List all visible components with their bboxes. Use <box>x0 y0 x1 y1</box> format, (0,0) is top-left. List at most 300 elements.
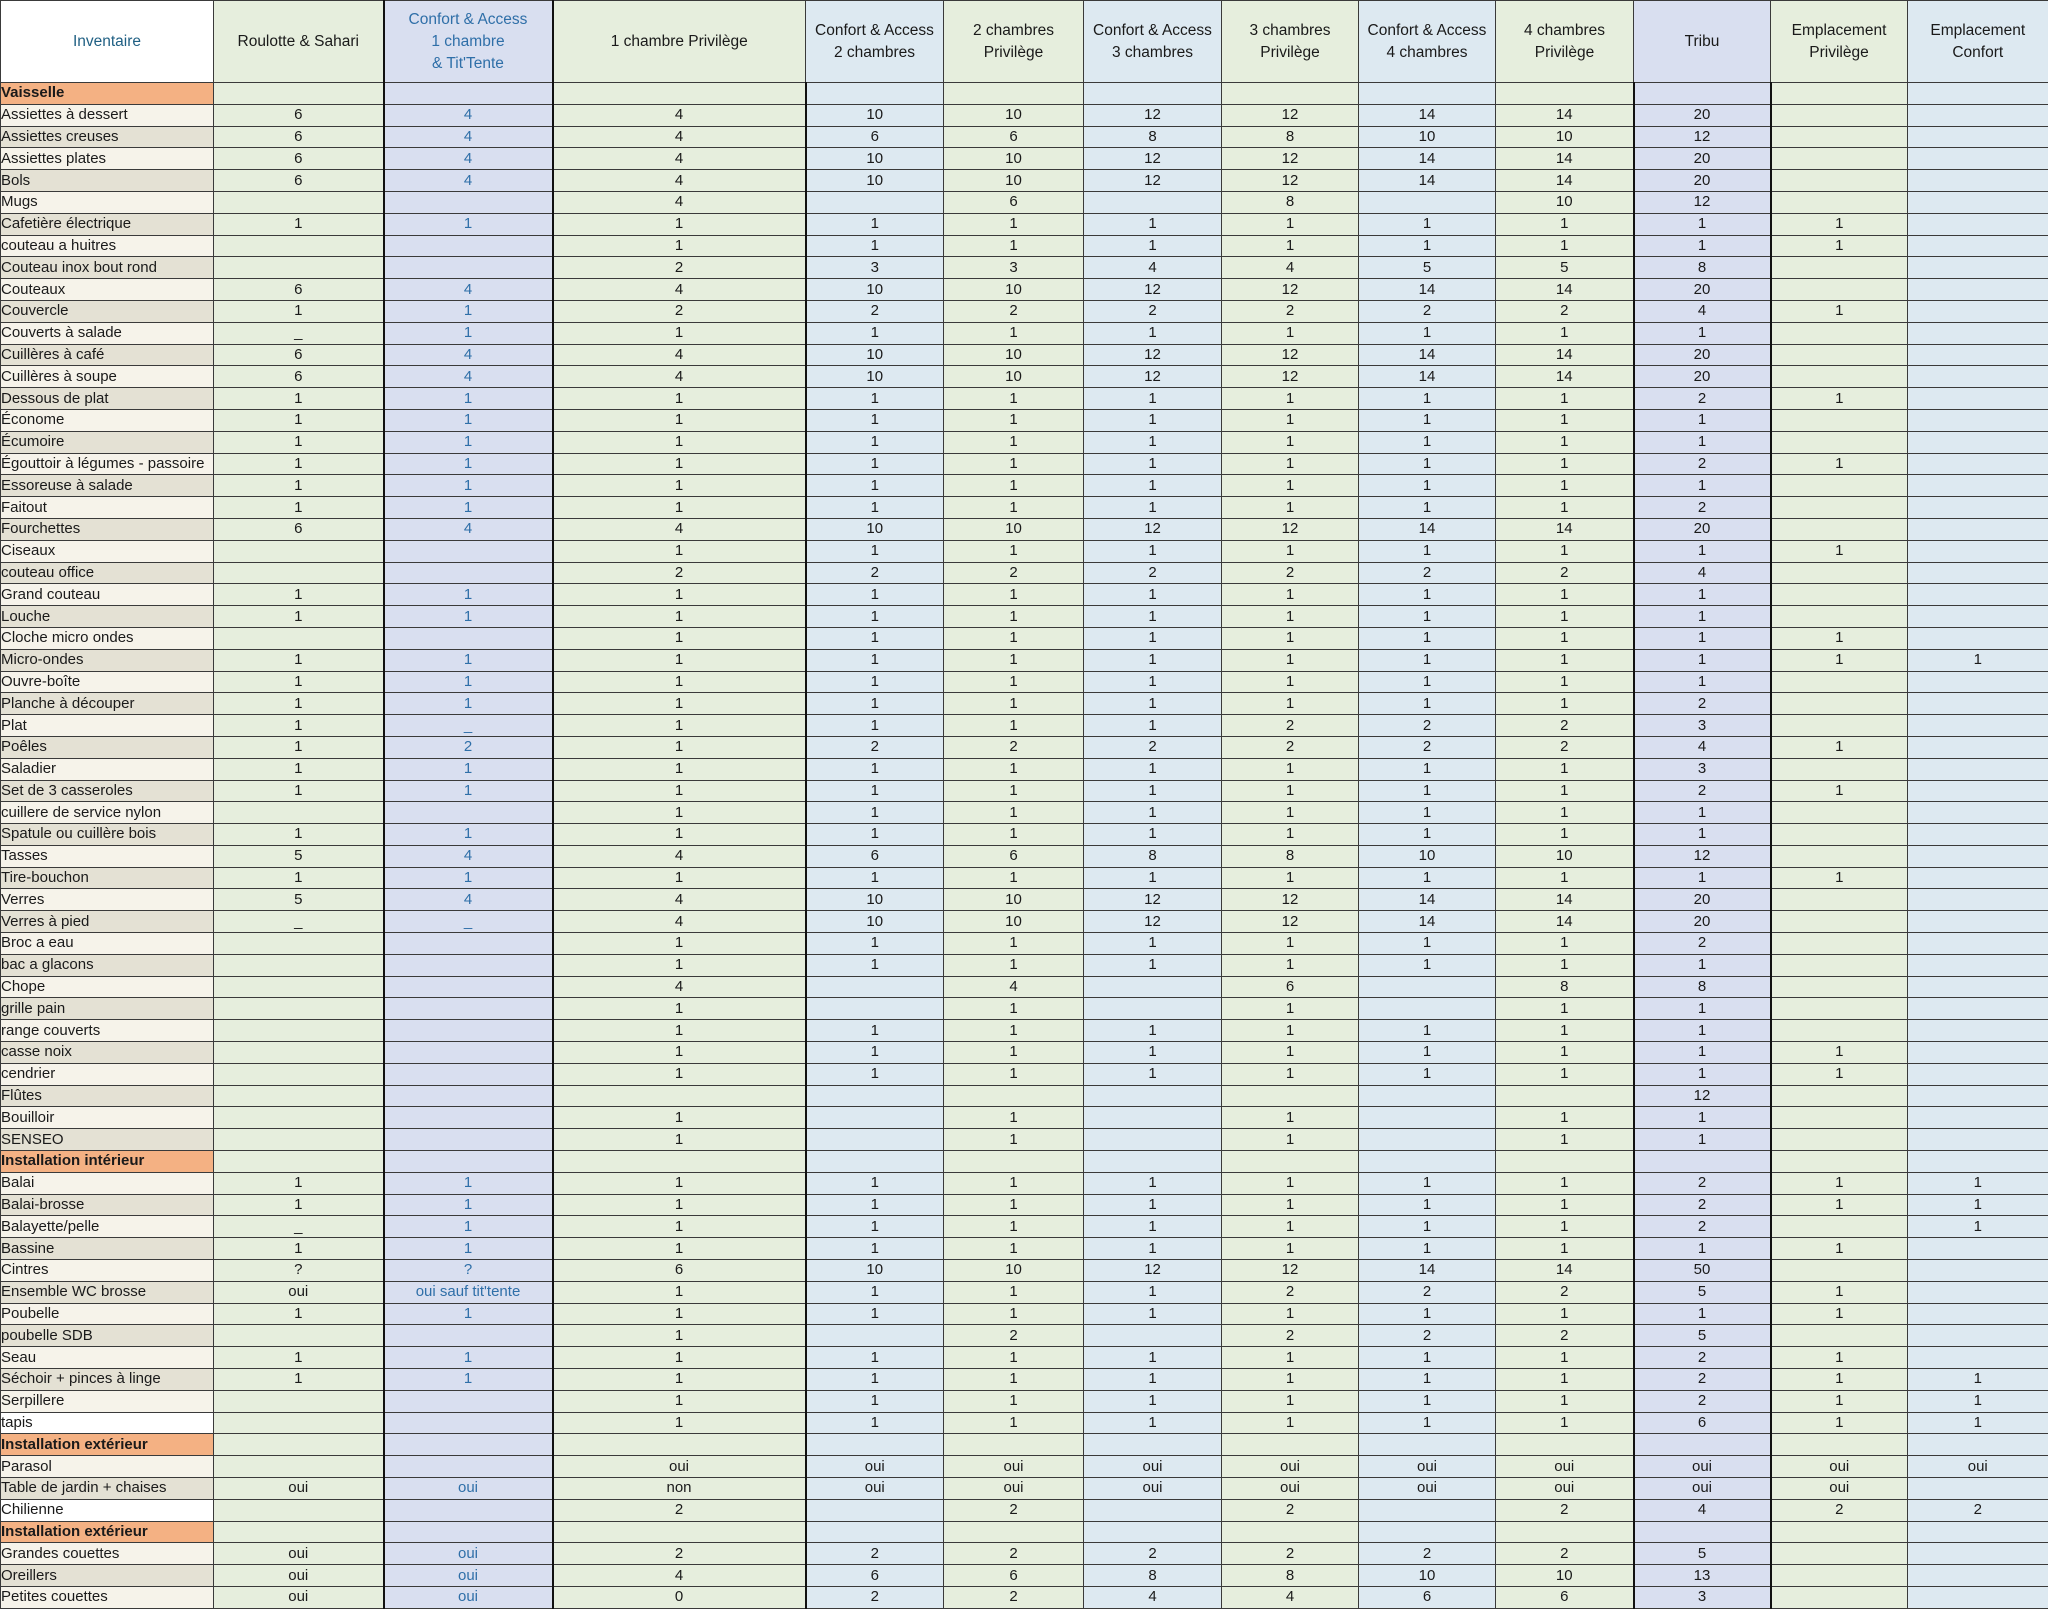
quantity-cell: 1 <box>1634 1129 1771 1151</box>
quantity-cell: 1 <box>1359 213 1496 235</box>
quantity-cell: 1 <box>553 1020 806 1042</box>
quantity-cell: 1 <box>806 802 944 824</box>
quantity-cell: 1 <box>553 322 806 344</box>
quantity-cell: 1 <box>214 409 384 431</box>
quantity-cell: 1 <box>1084 1412 1222 1434</box>
quantity-cell: 14 <box>1359 1260 1496 1282</box>
quantity-cell: 1 <box>1359 1390 1496 1412</box>
quantity-cell: 1 <box>1084 1238 1222 1260</box>
quantity-cell <box>1771 170 1908 192</box>
quantity-cell <box>384 257 553 279</box>
item-label: Ensemble WC brosse <box>1 1281 214 1303</box>
quantity-cell: 1 <box>1359 867 1496 889</box>
quantity-cell: 12 <box>1222 889 1359 911</box>
quantity-cell: 1 <box>1359 693 1496 715</box>
section-spacer-cell <box>806 83 944 105</box>
quantity-cell: 1 <box>1084 409 1222 431</box>
quantity-cell: 1 <box>1359 1216 1496 1238</box>
quantity-cell: 1 <box>553 1390 806 1412</box>
quantity-cell: 1 <box>944 1129 1084 1151</box>
quantity-cell: 20 <box>1634 279 1771 301</box>
quantity-cell: 1 <box>944 780 1084 802</box>
quantity-cell: 1 <box>944 475 1084 497</box>
quantity-cell <box>1908 1238 2048 1260</box>
quantity-cell: 4 <box>553 911 806 933</box>
quantity-cell: 1 <box>944 867 1084 889</box>
quantity-cell: 1 <box>214 693 384 715</box>
quantity-cell: 2 <box>1222 1499 1359 1521</box>
quantity-cell <box>1908 671 2048 693</box>
quantity-cell <box>1084 1325 1222 1347</box>
quantity-cell: 1 <box>553 1063 806 1085</box>
quantity-cell: 4 <box>1084 257 1222 279</box>
column-header: Confort & Access 3 chambres <box>1084 1 1222 83</box>
quantity-cell: 20 <box>1634 344 1771 366</box>
quantity-cell: 2 <box>1496 736 1634 758</box>
quantity-cell: ? <box>384 1260 553 1282</box>
quantity-cell: 2 <box>1634 453 1771 475</box>
quantity-cell: oui <box>1359 1478 1496 1500</box>
quantity-cell <box>1771 954 1908 976</box>
quantity-cell <box>806 976 944 998</box>
quantity-cell: 20 <box>1634 366 1771 388</box>
quantity-cell: 1 <box>1222 780 1359 802</box>
quantity-cell <box>1359 1085 1496 1107</box>
quantity-cell: 1 <box>384 584 553 606</box>
quantity-cell: _ <box>214 911 384 933</box>
quantity-cell: 1 <box>1634 671 1771 693</box>
quantity-cell: 4 <box>384 279 553 301</box>
column-header: 1 chambre Privilège <box>553 1 806 83</box>
quantity-cell: 4 <box>384 344 553 366</box>
quantity-cell: 2 <box>1771 1499 1908 1521</box>
quantity-cell: 1 <box>1771 388 1908 410</box>
quantity-cell: 1 <box>1084 453 1222 475</box>
quantity-cell: 1 <box>1496 802 1634 824</box>
quantity-cell: 1 <box>806 867 944 889</box>
quantity-cell: 1 <box>1359 606 1496 628</box>
quantity-cell: 1 <box>1084 693 1222 715</box>
quantity-cell: 1 <box>1084 1303 1222 1325</box>
quantity-cell <box>1084 976 1222 998</box>
section-spacer-cell <box>384 1434 553 1456</box>
quantity-cell <box>1908 431 2048 453</box>
quantity-cell: oui <box>1222 1456 1359 1478</box>
quantity-cell <box>1908 911 2048 933</box>
quantity-cell: 1 <box>1084 1281 1222 1303</box>
quantity-cell: 1 <box>1634 1303 1771 1325</box>
quantity-cell: 2 <box>1359 1543 1496 1565</box>
quantity-cell: 12 <box>1084 279 1222 301</box>
quantity-cell: 4 <box>553 170 806 192</box>
item-label: Bols <box>1 170 214 192</box>
quantity-cell: 1 <box>214 736 384 758</box>
quantity-cell <box>1771 1543 1908 1565</box>
quantity-cell: 1 <box>1359 802 1496 824</box>
section-spacer-cell <box>1634 1521 1771 1543</box>
quantity-cell: 12 <box>1634 845 1771 867</box>
section-spacer-cell <box>1084 1521 1222 1543</box>
quantity-cell: 1 <box>944 497 1084 519</box>
quantity-cell: 10 <box>1496 191 1634 213</box>
quantity-cell: 1 <box>1222 998 1359 1020</box>
quantity-cell: 10 <box>944 344 1084 366</box>
quantity-cell: 1 <box>384 322 553 344</box>
item-label: couteau a huitres <box>1 235 214 257</box>
quantity-cell: 14 <box>1359 148 1496 170</box>
quantity-cell: 1 <box>553 1369 806 1391</box>
item-label: Verres à pied <box>1 911 214 933</box>
quantity-cell: 1 <box>944 1412 1084 1434</box>
quantity-cell: 1 <box>553 1412 806 1434</box>
quantity-cell: 1 <box>1908 1172 2048 1194</box>
quantity-cell <box>1908 1020 2048 1042</box>
quantity-cell: 1 <box>806 715 944 737</box>
quantity-cell: 1 <box>806 540 944 562</box>
quantity-cell <box>384 1325 553 1347</box>
quantity-cell: 8 <box>1496 976 1634 998</box>
quantity-cell: 1 <box>1771 1281 1908 1303</box>
quantity-cell <box>384 954 553 976</box>
quantity-cell: 4 <box>553 279 806 301</box>
quantity-cell: 3 <box>1634 758 1771 780</box>
quantity-cell: 10 <box>1359 1565 1496 1587</box>
quantity-cell: 1 <box>1496 1369 1634 1391</box>
quantity-cell: 1 <box>1496 1020 1634 1042</box>
quantity-cell: 1 <box>1771 540 1908 562</box>
table-row <box>1 671 2048 693</box>
quantity-cell: 1 <box>1084 933 1222 955</box>
quantity-cell <box>1222 1085 1359 1107</box>
quantity-cell: 1 <box>1496 497 1634 519</box>
quantity-cell: 1 <box>1222 322 1359 344</box>
quantity-cell: 6 <box>1634 1412 1771 1434</box>
quantity-cell: 1 <box>1359 1303 1496 1325</box>
quantity-cell: 1 <box>1222 1020 1359 1042</box>
item-label: Écumoire <box>1 431 214 453</box>
quantity-cell: oui <box>214 1565 384 1587</box>
quantity-cell: 50 <box>1634 1260 1771 1282</box>
quantity-cell <box>1771 758 1908 780</box>
quantity-cell: 1 <box>553 627 806 649</box>
table-row <box>1 1107 2048 1129</box>
quantity-cell <box>1359 1129 1496 1151</box>
section-spacer-cell <box>1359 1151 1496 1173</box>
quantity-cell: 10 <box>944 1260 1084 1282</box>
quantity-cell <box>384 235 553 257</box>
table-row <box>1 1063 2048 1085</box>
quantity-cell: 12 <box>1084 366 1222 388</box>
quantity-cell: 1 <box>1634 627 1771 649</box>
quantity-cell <box>1908 1281 2048 1303</box>
quantity-cell: 1 <box>214 431 384 453</box>
quantity-cell: 1 <box>1084 1020 1222 1042</box>
quantity-cell: 1 <box>1771 1063 1908 1085</box>
column-header: 3 chambres Privilège <box>1222 1 1359 83</box>
table-row <box>1 1042 2048 1064</box>
quantity-cell: 1 <box>806 758 944 780</box>
quantity-cell: 1 <box>1222 388 1359 410</box>
table-row <box>1 540 2048 562</box>
section-spacer-cell <box>944 83 1084 105</box>
table-row <box>1 845 2048 867</box>
quantity-cell: 1 <box>944 671 1084 693</box>
quantity-cell: 8 <box>1222 191 1359 213</box>
quantity-cell <box>1908 126 2048 148</box>
item-label: Poubelle <box>1 1303 214 1325</box>
quantity-cell: 1 <box>214 649 384 671</box>
item-label: poubelle SDB <box>1 1325 214 1347</box>
quantity-cell: 8 <box>1222 845 1359 867</box>
quantity-cell: 10 <box>806 518 944 540</box>
quantity-cell: 1 <box>1771 1347 1908 1369</box>
quantity-cell: 20 <box>1634 518 1771 540</box>
quantity-cell <box>1908 104 2048 126</box>
quantity-cell <box>214 627 384 649</box>
quantity-cell: 1 <box>1496 1063 1634 1085</box>
quantity-cell: 1 <box>1359 475 1496 497</box>
quantity-cell: 1 <box>553 475 806 497</box>
quantity-cell: 1 <box>1222 497 1359 519</box>
quantity-cell <box>1771 344 1908 366</box>
quantity-cell: 1 <box>944 1020 1084 1042</box>
quantity-cell: 2 <box>1634 693 1771 715</box>
table-row <box>1 1478 2048 1500</box>
quantity-cell: 1 <box>1634 1238 1771 1260</box>
quantity-cell: 1 <box>1496 758 1634 780</box>
quantity-cell: oui <box>1634 1456 1771 1478</box>
table-row <box>1 388 2048 410</box>
quantity-cell: 1 <box>214 1369 384 1391</box>
table-row <box>1 409 2048 431</box>
quantity-cell <box>1771 279 1908 301</box>
item-label: Assiettes à dessert <box>1 104 214 126</box>
item-label: Grandes couettes <box>1 1543 214 1565</box>
quantity-cell <box>1771 693 1908 715</box>
quantity-cell: 1 <box>806 1390 944 1412</box>
column-header: Tribu <box>1634 1 1771 83</box>
quantity-cell <box>384 1412 553 1434</box>
quantity-cell: 1 <box>944 693 1084 715</box>
quantity-cell <box>214 1107 384 1129</box>
quantity-cell: 1 <box>1222 954 1359 976</box>
item-label: couteau office <box>1 562 214 584</box>
quantity-cell: 12 <box>1222 1260 1359 1282</box>
quantity-cell: 6 <box>214 344 384 366</box>
quantity-cell: 12 <box>1222 911 1359 933</box>
quantity-cell: 10 <box>944 366 1084 388</box>
quantity-cell: 1 <box>1496 1412 1634 1434</box>
item-label: Chilienne <box>1 1499 214 1521</box>
quantity-cell: 2 <box>1222 715 1359 737</box>
table-row <box>1 867 2048 889</box>
quantity-cell: 1 <box>1222 824 1359 846</box>
section-spacer-cell <box>1359 83 1496 105</box>
quantity-cell: oui <box>384 1586 553 1608</box>
table-row <box>1 1412 2048 1434</box>
quantity-cell: 10 <box>806 344 944 366</box>
table-row <box>1 1543 2048 1565</box>
quantity-cell: 10 <box>944 104 1084 126</box>
item-label: Mugs <box>1 191 214 213</box>
quantity-cell: 1 <box>1496 213 1634 235</box>
table-row <box>1 1172 2048 1194</box>
quantity-cell: 14 <box>1496 1260 1634 1282</box>
quantity-cell <box>1908 540 2048 562</box>
quantity-cell: 1 <box>553 213 806 235</box>
quantity-cell: 1 <box>944 1303 1084 1325</box>
table-row <box>1 235 2048 257</box>
quantity-cell: 6 <box>214 104 384 126</box>
quantity-cell: 1 <box>553 802 806 824</box>
section-spacer-cell <box>214 1521 384 1543</box>
quantity-cell: 1 <box>1771 1412 1908 1434</box>
quantity-cell: 14 <box>1496 279 1634 301</box>
table-row <box>1 715 2048 737</box>
quantity-cell: 1 <box>1496 671 1634 693</box>
quantity-cell: 1 <box>944 213 1084 235</box>
quantity-cell <box>1908 191 2048 213</box>
quantity-cell: 1 <box>1222 235 1359 257</box>
quantity-cell: 1 <box>1222 1303 1359 1325</box>
quantity-cell: 1 <box>944 649 1084 671</box>
quantity-cell: 1 <box>1496 1303 1634 1325</box>
item-label: Parasol <box>1 1456 214 1478</box>
quantity-cell: 1 <box>1771 1238 1908 1260</box>
quantity-cell: 1 <box>1634 867 1771 889</box>
quantity-cell: 2 <box>806 562 944 584</box>
quantity-cell <box>214 998 384 1020</box>
quantity-cell: 4 <box>384 126 553 148</box>
quantity-cell: 1 <box>214 715 384 737</box>
quantity-cell: 10 <box>944 911 1084 933</box>
quantity-cell: 1 <box>1496 1107 1634 1129</box>
quantity-cell: oui <box>1084 1456 1222 1478</box>
quantity-cell <box>1908 148 2048 170</box>
item-label: Cuillères à soupe <box>1 366 214 388</box>
quantity-cell: oui <box>1908 1456 2048 1478</box>
quantity-cell: 1 <box>1496 584 1634 606</box>
section-title: Installation extérieur <box>1 1521 214 1543</box>
quantity-cell <box>1084 1107 1222 1129</box>
quantity-cell <box>806 1085 944 1107</box>
quantity-cell: 20 <box>1634 889 1771 911</box>
table-row <box>1 191 2048 213</box>
table-row <box>1 104 2048 126</box>
table-row <box>1 693 2048 715</box>
item-label: Économe <box>1 409 214 431</box>
quantity-cell: 1 <box>944 606 1084 628</box>
quantity-cell: _ <box>384 715 553 737</box>
section-spacer-cell <box>1771 1151 1908 1173</box>
quantity-cell <box>384 562 553 584</box>
quantity-cell: 6 <box>944 845 1084 867</box>
column-header: Roulotte & Sahari <box>214 1 384 83</box>
quantity-cell: 2 <box>944 300 1084 322</box>
table-row <box>1 300 2048 322</box>
quantity-cell: 14 <box>1359 279 1496 301</box>
quantity-cell: 1 <box>214 824 384 846</box>
quantity-cell: 12 <box>1084 170 1222 192</box>
quantity-cell: 2 <box>1634 1347 1771 1369</box>
quantity-cell: 1 <box>1359 497 1496 519</box>
quantity-cell: 5 <box>1496 257 1634 279</box>
table-row <box>1 1129 2048 1151</box>
quantity-cell <box>214 1412 384 1434</box>
quantity-cell: 1 <box>1222 1412 1359 1434</box>
section-spacer-cell <box>1771 1434 1908 1456</box>
quantity-cell: 1 <box>1359 388 1496 410</box>
section-title: Installation extérieur <box>1 1434 214 1456</box>
quantity-cell <box>214 1063 384 1085</box>
section-spacer-cell <box>1359 1434 1496 1456</box>
quantity-cell: 2 <box>1084 300 1222 322</box>
quantity-cell <box>384 998 553 1020</box>
item-label: range couverts <box>1 1020 214 1042</box>
quantity-cell: 1 <box>1634 606 1771 628</box>
quantity-cell <box>214 1325 384 1347</box>
quantity-cell: 1 <box>944 627 1084 649</box>
quantity-cell <box>214 802 384 824</box>
item-label: Bassine <box>1 1238 214 1260</box>
item-label: Set de 3 casseroles <box>1 780 214 802</box>
quantity-cell <box>1771 126 1908 148</box>
quantity-cell <box>1908 170 2048 192</box>
quantity-cell <box>1908 1565 2048 1587</box>
quantity-cell: 14 <box>1359 889 1496 911</box>
quantity-cell <box>1771 584 1908 606</box>
table-row <box>1 802 2048 824</box>
section-spacer-cell <box>1084 1434 1222 1456</box>
quantity-cell <box>1771 1085 1908 1107</box>
quantity-cell: oui <box>1634 1478 1771 1500</box>
quantity-cell: 2 <box>1084 736 1222 758</box>
quantity-cell: 1 <box>1359 1347 1496 1369</box>
column-header: Confort & Access 4 chambres <box>1359 1 1496 83</box>
quantity-cell: 1 <box>806 453 944 475</box>
quantity-cell: 5 <box>1634 1543 1771 1565</box>
quantity-cell: 1 <box>1771 1172 1908 1194</box>
quantity-cell: 1 <box>944 1042 1084 1064</box>
quantity-cell: 1 <box>384 867 553 889</box>
table-row <box>1 606 2048 628</box>
quantity-cell <box>1908 300 2048 322</box>
quantity-cell: 2 <box>944 1499 1084 1521</box>
quantity-cell: 1 <box>944 1281 1084 1303</box>
quantity-cell: oui sauf tit'tente <box>384 1281 553 1303</box>
quantity-cell: 1 <box>944 1107 1084 1129</box>
quantity-cell: 1 <box>1496 453 1634 475</box>
quantity-cell: 6 <box>214 126 384 148</box>
section-header-row <box>1 1151 2048 1173</box>
quantity-cell: 10 <box>806 1260 944 1282</box>
quantity-cell: 1 <box>1222 1107 1359 1129</box>
quantity-cell <box>1908 584 2048 606</box>
quantity-cell: 0 <box>553 1586 806 1608</box>
quantity-cell: oui <box>214 1281 384 1303</box>
quantity-cell: 2 <box>806 736 944 758</box>
quantity-cell: 12 <box>1084 889 1222 911</box>
quantity-cell: oui <box>553 1456 806 1478</box>
quantity-cell: 1 <box>806 1412 944 1434</box>
quantity-cell: 6 <box>553 1260 806 1282</box>
quantity-cell: 6 <box>806 1565 944 1587</box>
quantity-cell: 1 <box>1359 235 1496 257</box>
quantity-cell: 1 <box>806 1369 944 1391</box>
quantity-cell: 1 <box>1359 1412 1496 1434</box>
table-row <box>1 1390 2048 1412</box>
quantity-cell: 1 <box>1634 1063 1771 1085</box>
